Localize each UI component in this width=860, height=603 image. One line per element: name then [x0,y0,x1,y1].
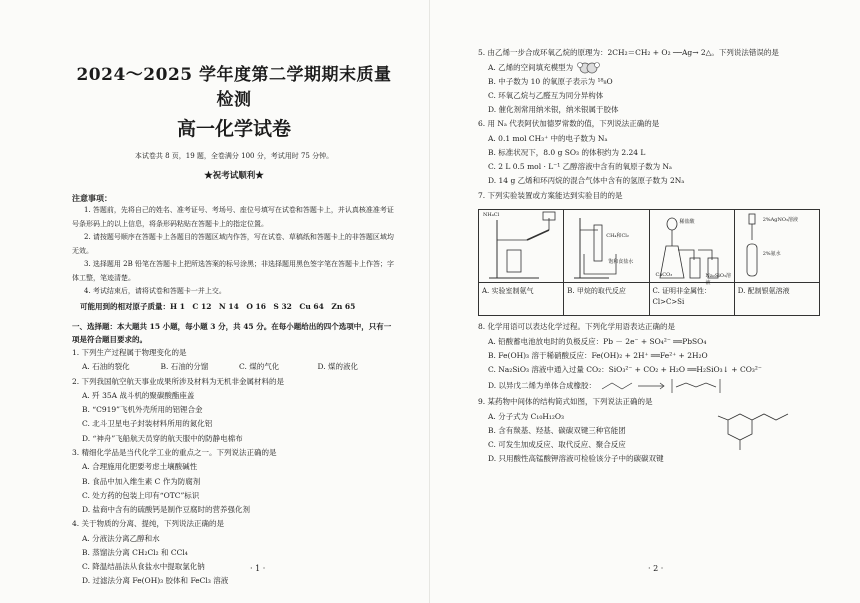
option-text: D. 以异戊二烯为单体合成橡胶： [488,381,597,391]
page-number: · 2 · [648,564,664,573]
exam-title: 2024～2025 学年度第二学期期末质量检测 [76,65,392,110]
ammonia-apparatus-icon [479,210,563,282]
option: D. 催化剂常用纳米银，纳米银属于胶体 [488,105,619,115]
option [478,377,826,395]
option: D. 14 g 乙烯和环丙烷的混合气体中含有的氢原子数为 2Nₐ [488,176,685,186]
option: B. 石油的分馏 [160,362,209,371]
methane-apparatus-icon [564,210,648,282]
note-item: 2. 请按题号顺序在答题卡上各题目的答题区域内作答，写在试卷、草稿纸和答题卡上的非答题区域均无效。 [72,233,394,255]
question-stem: 7. 下列实验装置或方案能达到实验目的的是 [478,190,623,200]
option: A. 0.1 mol CH₃⁺ 中的电子数为 Nₐ [488,133,608,143]
option: C. Na₂SiO₃ 溶液中通入过量 CO₂：SiO₃²⁻ + CO₂ + H₂O ══H₂SiO₃↓ + CO₃²⁻ [488,365,762,375]
option: A. 合理施用化肥要考虑土壤酸碱性 [82,462,198,472]
figure-caption: B. 甲烷的取代反应 [567,287,626,296]
molecule-structure-icon [708,410,798,454]
option-text: A. 乙烯的空间填充模型为 [488,62,574,72]
q9-block [478,410,826,467]
note-item: 1. 答题前，先将自己的姓名、准考证号、考场号、座位号填写在试卷和答题卡上，并认真核准准考证号条形码上的以上信息，将条形码粘贴在答题卡上的指定位置。 [72,206,394,228]
notes-title: 注意事项： [72,193,112,203]
option: C. 北斗卫星电子封装材料所用的氮化铝 [82,419,213,429]
figure-label: 稀盐酸 [679,219,695,226]
option: C. 煤的气化 [239,362,280,371]
note-item: 3. 选择题用 2B 铅笔在答题卡上把所选答案的标号涂黑；非选择题用黑色签字笔在答题卡上作答；字体工整，笔迹清楚。 [72,260,394,282]
figure-cell-c [650,210,735,315]
figure-caption: D. 配制银氨溶液 [737,287,790,296]
figure-label: NH₄Cl [483,212,500,219]
figure-caption: A. 实验室制氨气 [482,287,534,296]
figure-label: 饱和食盐水 [608,259,634,266]
option: A. 歼 35A 战斗机的聚碳酸酯座盖 [82,391,195,400]
option: A. 分子式为 C₁₀H₁₂O₃ [488,411,565,421]
option [478,61,826,75]
option: B. 食品中加入维生素 C 作为防腐剂 [82,476,201,486]
ethylene-model-icon [576,62,602,74]
question-stem: 9. 某药物中间体的结构简式如图，下列说法正确的是 [478,397,653,407]
figure-cell-a [479,210,564,315]
option: D. “神舟”飞船航天员穿的航天服中的防静电棉布 [82,433,243,443]
question-stem: 6. 用 Nₐ 代表阿伏加德罗常数的值，下列说法正确的是 [478,119,660,129]
figure-cell-b [564,210,649,315]
option: A. 铅酸蓄电池放电时的负极反应：Pb － 2e⁻ + SO₄²⁻ ══PbSO₄ [488,336,707,346]
option: B. 含有羰基、羟基、碳碳双键三种官能团 [488,425,626,435]
option: C. 处方药的包装上印有“OTC”标识 [82,490,200,500]
option: C. 可发生加成反应、取代反应、聚合反应 [488,440,626,450]
exam-page-2 [430,0,860,603]
question-stem: 8. 化学用语可以表达化学过程。下列化学用语表达正确的是 [478,322,676,332]
option: B. 蒸馏法分离 CH₂Cl₂ 和 CCl₄ [82,547,188,557]
option: B. Fe(OH)₃ 溶于稀硝酸反应：Fe(OH)₂ + 2H⁺ ══Fe²⁺ + 2H₂O [488,350,708,360]
question-options [72,360,396,375]
part-one-heading: 一、选择题：本大题共 15 小题，每小题 3 分，共 45 分。在每小题给出的四个选项中，只有一项是符合题目要求的。 [72,321,392,344]
figure-label: CaCO₃ [655,272,673,279]
option: D. 煤的液化 [317,362,359,371]
figure-label: CH₄和Cl₂ [606,233,629,240]
exam-info: 本试卷共 8 页，19 题，全卷满分 100 分，考试用时 75 分钟。 [134,152,334,160]
option: B. “C919”飞机外壳所用的铝锂合金 [82,405,203,415]
option: B. 中子数为 10 的氧原子表示为 ¹⁸₈O [488,76,613,86]
figure-label: 2%AgNO₃溶液 [762,217,798,224]
figure-label: 2%氨水 [762,251,781,258]
question-stem: 2. 下列我国航空航天事业成果所涉及材料为无机非金属材料的是 [72,376,285,386]
exam-subtitle: 高一化学试卷 [176,118,291,140]
page-number: · 1 · [250,564,266,573]
atomic-masses: 可能用到的相对原子质量：H 1 C 12 N 14 O 16 S 32 Cu 64 Zn 65 [80,301,356,311]
experiment-figure-table [478,209,820,316]
question-stem: 4. 关于物质的分离、提纯，下列说法正确的是 [72,519,225,529]
question-stem: 1. 下列生产过程属于物理变化的是 [72,347,187,357]
option: A. 分液法分离乙醇和水 [82,533,160,543]
figure-caption: C. 证明非金属性：Cl>C>Si [652,287,712,307]
option: C. 环氧乙烷与乙醛互为同分异构体 [488,90,604,100]
option: D. 只用酸性高锰酸钾溶液可检验该分子中的碳碳双键 [488,454,664,464]
option: A. 石油的裂化 [82,362,130,371]
question-stem: 3. 精细化学品是当代化学工业的重点之一。下列说法正确的是 [72,447,277,457]
figure-cell-d [735,210,819,315]
isoprene-polymer-icon [598,377,728,395]
figure-label: Na₂SiO₃溶液 [705,273,731,287]
option: B. 标准状况下，8.0 g SO₃ 的体积约为 2.24 L [488,148,646,158]
question-stem: 5. 由乙烯一步合成环氧乙烷的原理为：2CH₂＝CH₂ + O₂ ──Ag→ 2△。下列说法错误的是 [478,48,779,57]
option: C. 降温结晶法从食盐水中提取氯化钠 [82,562,205,572]
option: C. 2 L 0.5 mol · L⁻¹ 乙醇溶液中含有的氧原子数为 Nₐ [488,162,672,172]
note-item: 4. 考试结束后，请将试卷和答题卡一并上交。 [84,287,226,295]
option: D. 过滤法分离 Fe(OH)₃ 胶体和 FeCl₃ 溶液 [82,576,229,586]
exam-wish: ★祝考试顺利★ [204,171,264,181]
option: D. 盐商中含有的硫酸钙是制作豆腐时的营养强化剂 [82,504,251,514]
